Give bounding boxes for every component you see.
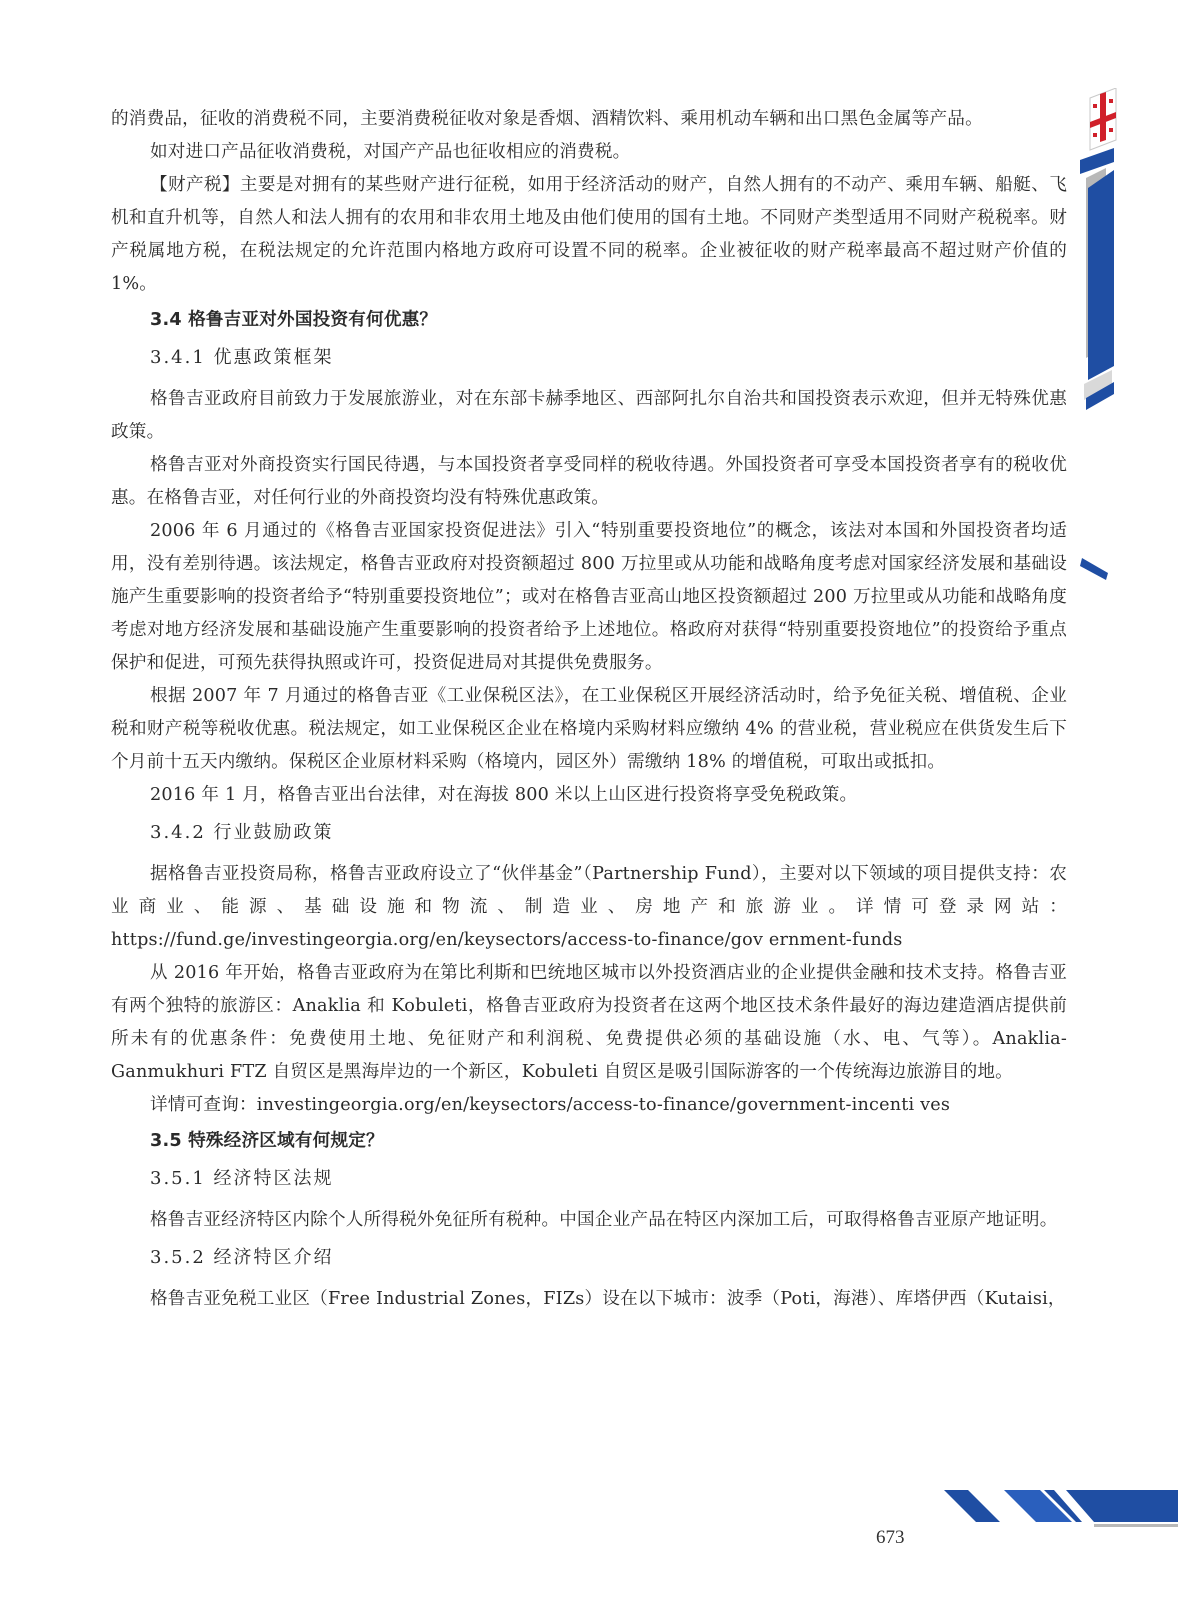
paragraph: 详情可查询：investingeorgia.org/en/keysectors/access-to-finance/government-incenti ves	[150, 1095, 951, 1115]
subsection-heading: 3.4.1 优惠政策框架	[150, 347, 334, 368]
side-band-decoration	[1078, 148, 1178, 592]
paragraph: 2006 年 6 月通过的《格鲁吉亚国家投资促进法》引入“特别重要投资地位”的概念，该法对本国和外国投资者均适用，没有差别待遇。该法规定，格鲁吉亚政府对投资额超过 800 万拉里或从功能和战略角度考虑对国家经济发展和基础设施产生重要影响的投资者给予“特别重要投资地位”；或对在格鲁吉亚高山地区投资额超过 200 万拉里或从功能和战略角度考虑对地方经济发展和基础设施产生重要影响的投资者给予上述地位。格政府对获得“特别重要投资地位”的投资给予重点保护和促进，可预先获得执照或许可，投资促进局对其提供免费服务。	[111, 521, 1067, 673]
section-heading: 3.4 格鲁吉亚对外国投资有何优惠？	[150, 310, 438, 330]
section-heading: 3.5 特殊经济区域有何规定？	[150, 1131, 384, 1151]
document-body	[111, 103, 1067, 1316]
paragraph: 如对进口产品征收消费税，对国产产品也征收相应的消费税。	[150, 142, 631, 162]
paragraph: 格鲁吉亚对外商投资实行国民待遇，与本国投资者享受同样的税收待遇。外国投资者可享受本国投资者享有的税收优惠。在格鲁吉亚，对任何行业的外商投资均没有特殊优惠政策。	[111, 455, 1067, 508]
paragraph: 2016 年 1 月，格鲁吉亚出台法律，对在海拔 800 米以上山区进行投资将享受免税政策。	[150, 785, 858, 805]
subsection-heading: 3.4.2 行业鼓励政策	[150, 822, 334, 843]
footer-stripe-decoration	[944, 1490, 1178, 1564]
paragraph: 据格鲁吉亚投资局称，格鲁吉亚政府设立了“伙伴基金”（Partnership Fund），主要对以下领域的项目提供支持：农业商业、能源、基础设施和物流、制造业、房地产和旅游业。详情可登录网站：https://fund.ge/investingeorgia.org/en/keysectors/access-to-finance/gov ernment-funds	[111, 864, 1067, 950]
paragraph: 的消费品，征收的消费税不同，主要消费税征收对象是香烟、酒精饮料、乘用机动车辆和出口黑色金属等产品。	[111, 109, 983, 129]
paragraph: 【财产税】主要是对拥有的某些财产进行征税，如用于经济活动的财产，自然人拥有的不动产、乘用车辆、船艇、飞机和直升机等，自然人和法人拥有的农用和非农用土地及由他们使用的国有土地。不同财产类型适用不同财产税税率。财产税属地方税，在税法规定的允许范围内格地方政府可设置不同的税率。企业被征收的财产税率最高不超过财产价值的 1%。	[111, 175, 1067, 294]
subsection-heading: 3.5.2 经济特区介绍	[150, 1247, 334, 1268]
subsection-heading: 3.5.1 经济特区法规	[150, 1168, 334, 1189]
paragraph: 从 2016 年开始，格鲁吉亚政府为在第比利斯和巴统地区城市以外投资酒店业的企业提供金融和技术支持。格鲁吉亚有两个独特的旅游区：Anaklia 和 Kobuleti，格鲁吉亚政府为投资者在这两个地区技术条件最好的海边建造酒店提供前所未有的优惠条件：免费使用土地、免征财产和利润税、免费提供必须的基础设施（水、电、气等）。Anaklia-Ganmukhuri FTZ 自贸区是黑海岸边的一个新区，Kobuleti 自贸区是吸引国际游客的一个传统海边旅游目的地。	[111, 963, 1067, 1082]
paragraph: 格鲁吉亚经济特区内除个人所得税外免征所有税种。中国企业产品在特区内深加工后，可取得格鲁吉亚原产地证明。	[150, 1210, 1058, 1230]
page-number: 673	[876, 1527, 905, 1548]
paragraph: 格鲁吉亚免税工业区（Free Industrial Zones，FIZs）设在以下城市：波季（Poti，海港）、库塔伊西（Kutaisi，	[150, 1289, 1066, 1309]
paragraph: 根据 2007 年 7 月通过的格鲁吉亚《工业保税区法》，在工业保税区开展经济活动时，给予免征关税、增值税、企业税和财产税等税收优惠。税法规定，如工业保税区企业在格境内采购材料应缴纳 4% 的营业税，营业税应在供货发生后下个月前十五天内缴纳。保税区企业原材料采购（格境内，园区外）需缴纳 18% 的增值税，可取出或抵扣。	[111, 686, 1067, 772]
paragraph: 格鲁吉亚政府目前致力于发展旅游业，对在东部卡赫季地区、西部阿扎尔自治共和国投资表示欢迎，但并无特殊优惠政策。	[111, 389, 1067, 442]
